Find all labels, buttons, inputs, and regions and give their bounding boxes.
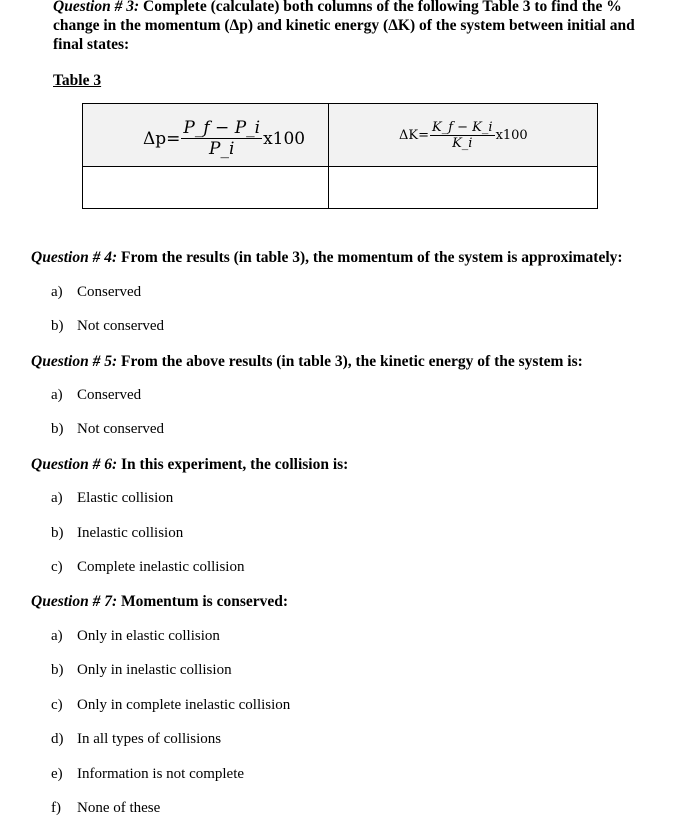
question-5 [31, 352, 583, 371]
option-text: Only in inelastic collision [77, 662, 232, 678]
question-7 [31, 592, 288, 611]
question-6-option-b[interactable] [51, 524, 183, 542]
option-letter: c) [51, 697, 63, 713]
question-3-line3: final states: [53, 36, 130, 53]
option-text: Inelastic collision [77, 525, 184, 541]
option-letter: e) [51, 766, 63, 782]
momentum-lhs: Δp= [143, 128, 181, 149]
option-text: None of these [77, 800, 161, 816]
option-text: Complete inelastic collision [77, 559, 245, 575]
question-4-number: Question # 4: [31, 249, 118, 266]
option-letter: a) [51, 284, 63, 300]
option-text: Not conserved [77, 318, 165, 334]
table-3 [82, 103, 598, 209]
question-5-text: From the above results (in table 3), the kinetic energy of the system is: [117, 353, 583, 370]
question-7-option-d[interactable] [51, 730, 221, 748]
option-letter: f) [51, 800, 61, 816]
momentum-answer-cell[interactable] [83, 167, 329, 209]
option-text: Not conserved [77, 421, 165, 437]
question-4-option-b[interactable] [51, 317, 164, 335]
question-6-option-a[interactable] [51, 489, 173, 507]
question-5-option-b[interactable] [51, 420, 164, 438]
momentum-denominator: P_i [209, 139, 235, 159]
question-3 [53, 0, 635, 54]
question-7-number: Question # 7: [31, 593, 118, 610]
question-6-option-c[interactable] [51, 558, 244, 576]
question-3-line1: Complete (calculate) both columns of the following Table 3 to find the % [139, 0, 622, 15]
momentum-numerator: P_f − P_i [183, 118, 261, 138]
question-7-option-a[interactable] [51, 627, 220, 645]
table-3-title: Table 3 [53, 72, 102, 89]
option-letter: a) [51, 387, 63, 403]
question-5-number: Question # 5: [31, 353, 118, 370]
option-letter: a) [51, 490, 63, 506]
momentum-formula-cell [83, 104, 329, 167]
momentum-formula [143, 118, 305, 159]
energy-lhs: ΔK= [399, 128, 429, 143]
question-3-number: Question # 3: [53, 0, 140, 15]
table-header-row [83, 104, 598, 167]
question-6-text: In this experiment, the collision is: [117, 456, 349, 473]
question-7-option-f[interactable] [51, 799, 160, 817]
table-answer-row [83, 167, 598, 209]
option-text: Conserved [77, 387, 142, 403]
question-7-option-b[interactable] [51, 661, 232, 679]
question-7-option-e[interactable] [51, 765, 244, 783]
momentum-suffix: x100 [263, 128, 306, 149]
question-7-option-c[interactable] [51, 696, 290, 714]
option-text: Only in elastic collision [77, 628, 220, 644]
energy-formula [399, 120, 528, 151]
option-letter: b) [51, 421, 64, 437]
question-7-text: Momentum is conserved: [117, 593, 289, 610]
option-text: Elastic collision [77, 490, 174, 506]
energy-denominator: K_i [452, 136, 473, 151]
question-6 [31, 455, 348, 474]
question-6-number: Question # 6: [31, 456, 118, 473]
question-5-option-a[interactable] [51, 386, 141, 404]
energy-numerator: K_f − K_i [432, 120, 493, 135]
option-text: Only in complete inelastic collision [77, 697, 291, 713]
option-text: In all types of collisions [77, 731, 222, 747]
option-letter: b) [51, 662, 64, 678]
question-4 [31, 248, 623, 267]
option-text: Information is not complete [77, 766, 245, 782]
option-text: Conserved [77, 284, 142, 300]
option-letter: b) [51, 318, 64, 334]
option-letter: c) [51, 559, 63, 575]
option-letter: a) [51, 628, 63, 644]
question-4-text: From the results (in table 3), the momentum of the system is approximately: [117, 249, 623, 266]
option-letter: b) [51, 525, 64, 541]
option-letter: d) [51, 731, 64, 747]
energy-answer-cell[interactable] [329, 167, 598, 209]
energy-formula-cell [329, 104, 598, 167]
energy-suffix: x100 [495, 128, 528, 143]
question-3-line2: change in the momentum (Δp) and kinetic energy (ΔK) of the system between initial and [53, 17, 635, 34]
question-4-option-a[interactable] [51, 283, 141, 301]
